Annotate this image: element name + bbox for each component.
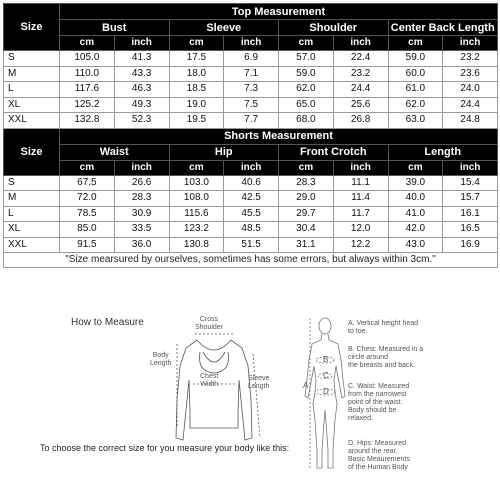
measurement-cell: 7.7 bbox=[224, 113, 279, 129]
measurement-cell: 52.3 bbox=[114, 113, 169, 129]
measurement-cell: 12.0 bbox=[333, 222, 388, 238]
shorts-measurement-group-header: Hip bbox=[169, 144, 279, 160]
top-measurement-row bbox=[4, 51, 498, 67]
measurement-cell: 29.7 bbox=[279, 206, 334, 222]
shorts-measurement-unit-header: inch bbox=[333, 160, 388, 175]
measurement-cell: 132.8 bbox=[60, 113, 115, 129]
shorts-measurement-size-header: Size bbox=[4, 128, 60, 175]
measurement-cell: 36.0 bbox=[114, 237, 169, 253]
size-label: XXL bbox=[4, 113, 60, 129]
annotation-b: B. Chest: Measured in a circle around the breasts and back. bbox=[348, 346, 424, 369]
measurement-cell: 19.5 bbox=[169, 113, 224, 129]
measurement-cell: 62.0 bbox=[279, 82, 334, 98]
measurement-cell: 23.2 bbox=[333, 66, 388, 82]
measurement-cell: 63.0 bbox=[388, 113, 443, 129]
top-measurement-size-header: Size bbox=[4, 4, 60, 51]
shorts-measurement-title: Shorts Measurement bbox=[60, 128, 498, 144]
shorts-measurement-unit-header: cm bbox=[60, 160, 115, 175]
size-label: M bbox=[4, 191, 60, 207]
top-measurement-group-header: Center Back Length bbox=[388, 20, 498, 36]
size-label: XL bbox=[4, 97, 60, 113]
shorts-measurement-unit-header: cm bbox=[279, 160, 334, 175]
sleeve-length-label: Sleeve Length bbox=[248, 375, 270, 390]
measurement-cell: 40.0 bbox=[388, 191, 443, 207]
measurement-cell: 91.5 bbox=[60, 237, 115, 253]
top-measurement-group-header: Shoulder bbox=[279, 20, 389, 36]
top-measurement-row bbox=[4, 97, 498, 113]
measurement-cell: 18.5 bbox=[169, 82, 224, 98]
size-label: XL bbox=[4, 222, 60, 238]
measurement-cell: 61.0 bbox=[388, 82, 443, 98]
measurement-cell: 7.5 bbox=[224, 97, 279, 113]
body-letter-b: B bbox=[323, 355, 329, 364]
top-measurement-unit-header: cm bbox=[279, 36, 334, 51]
shorts-measurement-unit-header: cm bbox=[169, 160, 224, 175]
measurement-cell: 16.9 bbox=[443, 237, 498, 253]
shorts-measurement-group-header: Waist bbox=[60, 144, 170, 160]
measurement-cell: 110.0 bbox=[60, 66, 115, 82]
annotation-c: C. Waist: Measured from the narrowest point of the waist. Body should be relaxed. bbox=[348, 383, 410, 422]
top-measurement-row bbox=[4, 113, 498, 129]
measurement-cell: 24.4 bbox=[333, 82, 388, 98]
measurement-cell: 43.3 bbox=[114, 66, 169, 82]
measurement-cell: 43.0 bbox=[388, 237, 443, 253]
measurement-cell: 24.4 bbox=[443, 97, 498, 113]
measurement-cell: 25.6 bbox=[333, 97, 388, 113]
measurement-cell: 16.1 bbox=[443, 206, 498, 222]
measurement-cell: 7.3 bbox=[224, 82, 279, 98]
top-measurement-unit-header: inch bbox=[333, 36, 388, 51]
measurement-cell: 29.0 bbox=[279, 191, 334, 207]
measurement-cell: 59.0 bbox=[279, 66, 334, 82]
measurement-cell: 45.5 bbox=[224, 206, 279, 222]
size-label: L bbox=[4, 82, 60, 98]
body-letter-d: D bbox=[323, 387, 329, 396]
measurement-cell: 42.5 bbox=[224, 191, 279, 207]
measurement-cell: 42.0 bbox=[388, 222, 443, 238]
top-measurement-group-header: Bust bbox=[60, 20, 170, 36]
measurement-cell: 31.1 bbox=[279, 237, 334, 253]
measurement-cell: 41.3 bbox=[114, 51, 169, 67]
measurement-cell: 48.5 bbox=[224, 222, 279, 238]
measurement-cell: 11.1 bbox=[333, 175, 388, 191]
size-label: S bbox=[4, 175, 60, 191]
measurement-cell: 115.6 bbox=[169, 206, 224, 222]
top-measurement-row bbox=[4, 82, 498, 98]
measurement-cell: 57.0 bbox=[279, 51, 334, 67]
measurement-cell: 105.0 bbox=[60, 51, 115, 67]
measurement-cell: 85.0 bbox=[60, 222, 115, 238]
shorts-measurement-row bbox=[4, 222, 498, 238]
measurement-cell: 123.2 bbox=[169, 222, 224, 238]
shorts-measurement-row bbox=[4, 175, 498, 191]
measurement-cell: 17.5 bbox=[169, 51, 224, 67]
measurement-cell: 24.8 bbox=[443, 113, 498, 129]
measurement-cell: 22.4 bbox=[333, 51, 388, 67]
measurement-cell: 26.6 bbox=[114, 175, 169, 191]
choose-size-text: To choose the correct size for you measure your body like this: bbox=[40, 443, 290, 453]
shorts-measurement-unit-header: inch bbox=[443, 160, 498, 175]
top-measurement-unit-header: inch bbox=[114, 36, 169, 51]
top-measurement-title: Top Measurement bbox=[60, 4, 498, 20]
measurement-cell: 49.3 bbox=[114, 97, 169, 113]
measurement-cell: 67.5 bbox=[60, 175, 115, 191]
measurement-cell: 59.0 bbox=[388, 51, 443, 67]
top-measurement-row bbox=[4, 66, 498, 82]
measurement-cell: 130.8 bbox=[169, 237, 224, 253]
measurement-cell: 11.4 bbox=[333, 191, 388, 207]
measurement-cell: 15.7 bbox=[443, 191, 498, 207]
measurement-cell: 30.4 bbox=[279, 222, 334, 238]
measurement-cell: 23.2 bbox=[443, 51, 498, 67]
top-measurement-unit-header: inch bbox=[443, 36, 498, 51]
measurement-cell: 78.5 bbox=[60, 206, 115, 222]
measurement-cell: 26.8 bbox=[333, 113, 388, 129]
measurement-cell: 16.5 bbox=[443, 222, 498, 238]
measurement-cell: 28.3 bbox=[114, 191, 169, 207]
measurement-cell: 12.2 bbox=[333, 237, 388, 253]
body-length-label: Body Length bbox=[150, 352, 172, 367]
measurement-cell: 30.9 bbox=[114, 206, 169, 222]
shorts-measurement-group-header: Front Crotch bbox=[279, 144, 389, 160]
measurement-cell: 28.3 bbox=[279, 175, 334, 191]
measurement-cell: 33.5 bbox=[114, 222, 169, 238]
measurement-cell: 117.6 bbox=[60, 82, 115, 98]
measurement-cell: 62.0 bbox=[388, 97, 443, 113]
measurement-cell: 51.5 bbox=[224, 237, 279, 253]
measurement-cell: 11.7 bbox=[333, 206, 388, 222]
annotation-d: D. Hips: Measured around the rear. Basic Meaurements of the Human Body bbox=[348, 440, 410, 471]
measurement-cell: 103.0 bbox=[169, 175, 224, 191]
top-measurement-unit-header: inch bbox=[224, 36, 279, 51]
measurement-cell: 72.0 bbox=[60, 191, 115, 207]
size-chart-table bbox=[3, 3, 498, 268]
measurement-cell: 39.0 bbox=[388, 175, 443, 191]
body-letter-a: A bbox=[303, 381, 309, 390]
shorts-measurement-row bbox=[4, 206, 498, 222]
shorts-measurement-group-header: Length bbox=[388, 144, 498, 160]
size-note: "Size mearsured by ourselves, sometimes has some errors, but always within 3cm." bbox=[4, 253, 498, 268]
measurement-cell: 24.0 bbox=[443, 82, 498, 98]
measurement-cell: 23.6 bbox=[443, 66, 498, 82]
measurement-cell: 15.4 bbox=[443, 175, 498, 191]
measurement-cell: 68.0 bbox=[279, 113, 334, 129]
top-measurement-unit-header: cm bbox=[60, 36, 115, 51]
chest-width-label: Chest Width bbox=[200, 373, 219, 388]
shorts-measurement-row bbox=[4, 191, 498, 207]
measurement-cell: 60.0 bbox=[388, 66, 443, 82]
how-to-measure-title: How to Measure bbox=[71, 317, 144, 328]
measurement-cell: 41.0 bbox=[388, 206, 443, 222]
measurement-cell: 108.0 bbox=[169, 191, 224, 207]
shorts-measurement-unit-header: inch bbox=[114, 160, 169, 175]
measurement-cell: 125.2 bbox=[60, 97, 115, 113]
measurement-cell: 18.0 bbox=[169, 66, 224, 82]
measurement-cell: 7.1 bbox=[224, 66, 279, 82]
shorts-measurement-row bbox=[4, 237, 498, 253]
measurement-cell: 65.0 bbox=[279, 97, 334, 113]
top-measurement-unit-header: cm bbox=[388, 36, 443, 51]
measurement-cell: 6.9 bbox=[224, 51, 279, 67]
cross-shoulder-label: Cross Shoulder bbox=[195, 316, 224, 331]
shorts-measurement-unit-header: inch bbox=[224, 160, 279, 175]
size-label: S bbox=[4, 51, 60, 67]
top-measurement-unit-header: cm bbox=[169, 36, 224, 51]
size-label: XXL bbox=[4, 237, 60, 253]
how-to-measure-section bbox=[0, 300, 500, 482]
body-letter-c: C bbox=[323, 371, 329, 380]
size-label: L bbox=[4, 206, 60, 222]
shorts-measurement-unit-header: cm bbox=[388, 160, 443, 175]
top-measurement-group-header: Sleeve bbox=[169, 20, 279, 36]
measurement-cell: 46.3 bbox=[114, 82, 169, 98]
annotation-a: A. Vertical height head to toe. bbox=[348, 320, 419, 335]
measurement-cell: 19.0 bbox=[169, 97, 224, 113]
measurement-cell: 40.6 bbox=[224, 175, 279, 191]
size-label: M bbox=[4, 66, 60, 82]
